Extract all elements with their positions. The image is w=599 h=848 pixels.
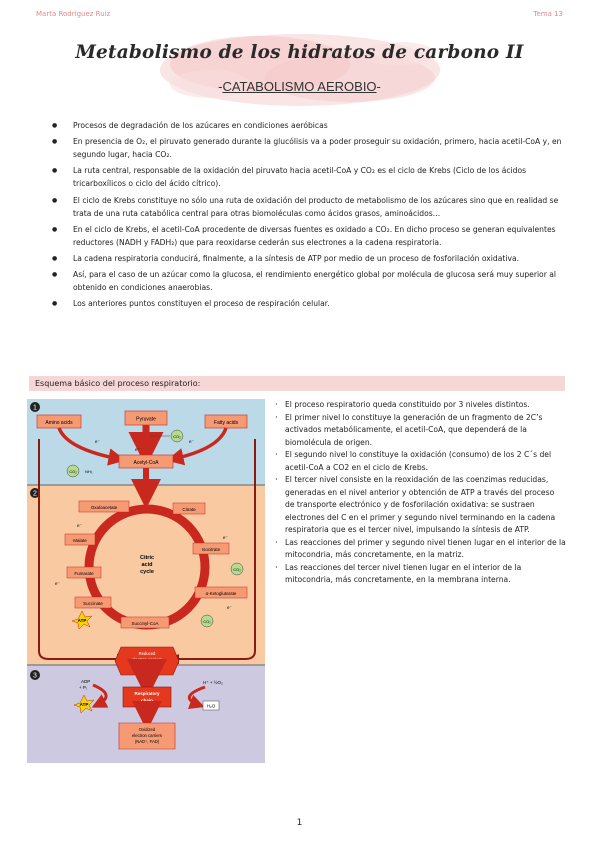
cycle-label-1: Citric [139, 555, 155, 561]
fatty-acids-label: Fatty acids [213, 420, 239, 426]
stage-marker-1-text: 1 [33, 404, 37, 412]
co2-label-isocitrate: CO₂ [233, 567, 241, 572]
reduced-label-3: (NADH, FADH₂) [132, 663, 162, 668]
page-number: 1 [296, 818, 303, 828]
resp-chain-label-1: Respiratory [134, 691, 160, 696]
oxidized-label-2: electron carriers [131, 733, 163, 738]
cycle-label-3: cycle [140, 569, 154, 575]
bullet-item: ● Así, para el caso de un azúcar como la glucosa, el rendimiento energético global por molécula de glucosa será muy superior al obtenido en condiciones anaerobias. [38, 268, 562, 294]
acetyl-coa-label: Acetyl-CoA [133, 460, 159, 466]
description-item: · Las reacciones del tercer nivel tienen lugar en el interior de la mitocondria, más concretamente, en la membrana interna. [274, 562, 566, 587]
bullet-item: ● La ruta central, responsable de la oxidación del piruvato hacia acetil-CoA y CO₂ es el ciclo de Krebs (Ciclo de los ácidos tricarboxílicos o ciclo del ácido cítrico). [38, 164, 562, 190]
bullet-item: ● Procesos de degradación de los azúcares en condiciones aeróbicas [38, 119, 562, 132]
section-heading: Esquema básico del proceso respiratorio: [29, 376, 565, 391]
co2-label-succinyl: CO₂ [203, 619, 211, 624]
bullet-item: ● Los anteriores puntos constituyen el proceso de respiración celular. [38, 297, 562, 310]
oxidized-label-3: (NAD⁺, FAD) [134, 739, 160, 744]
e-label: e⁻ [55, 581, 60, 586]
stage-marker-3 [30, 670, 40, 680]
e-label: e⁻ [223, 535, 228, 540]
atp-label-chain: ATP [79, 702, 89, 707]
nh3-label: NH₃ [85, 469, 93, 474]
succinyl-coa-label: Succinyl-CoA [131, 621, 159, 626]
page-title: Metabolismo de los hidratos de carbono II [75, 42, 524, 63]
description-item: · Las reacciones del primer y segundo nivel tienen lugar en el interior de la mitocondria, más concretamente, en la matriz. [274, 537, 566, 562]
stage-marker-1 [30, 402, 40, 412]
e-label: e⁻ [189, 439, 194, 444]
citrate-label: Citrate [182, 507, 196, 512]
fumarate-label: Fumarate [74, 571, 94, 576]
description-item: · El primer nivel lo constituye la generación de un fragmento de 2C’s activados metabólicamente, el acetil-CoA, que dependerá de la biomolécula de origen. [274, 412, 566, 450]
header-topic: Tema 13 [533, 10, 563, 18]
oxaloacetate-label: Oxaloacetate [90, 505, 118, 510]
pi-label: + Pᵢ [79, 685, 87, 690]
description-list [274, 399, 566, 587]
respiratory-chain-box [123, 687, 171, 707]
malate-label: Malate [73, 538, 87, 543]
watercolor-splash [150, 24, 450, 116]
co2-label-left: CO₂ [69, 469, 77, 474]
page-subtitle: -CATABOLISMO AEROBIO- [218, 79, 381, 94]
stage-marker-3-text: 3 [33, 672, 37, 680]
bullet-list [38, 119, 562, 314]
bullet-item: ● En presencia de O₂, el piruvato generado durante la glucólisis va a poder proseguir su oxidación, primero, hacia acetil-CoA y, en segundo lugar, hacia CO₂. [38, 135, 562, 161]
co2-label-top: CO₂ [173, 434, 181, 439]
bullet-item: ● La cadena respiratoria conducirá, finalmente, a la síntesis de ATP por medio de un proceso de fosforilación oxidativa. [38, 252, 562, 265]
e-label: e⁻ [135, 447, 140, 452]
bullet-item: ● En el ciclo de Krebs, el acetil-CoA procedente de diversas fuentes es oxidado a CO₂. En dicho proceso se generan equivalentes reductores (NADH y FADH₂) que para reoxidarse cederán sus electrones a la cadena respiratoria. [38, 223, 562, 249]
e-label: e⁻ [95, 439, 100, 444]
e-label: e⁻ [77, 523, 82, 528]
pyruvate-label: Pyruvate [136, 416, 156, 423]
cycle-label-2: acid [141, 562, 153, 568]
stage-marker-2-text: 2 [33, 490, 37, 498]
header-author: Marta Rodríguez Ruiz [36, 10, 111, 18]
amino-acids-label: Amino acids [45, 420, 73, 426]
adp-label: ADP [81, 679, 91, 684]
bullet-item: ● El ciclo de Krebs constituye no sólo una ruta de oxidación del producto de metabolismo de los azúcares sino que en realidad se trata de una ruta catabólica central para otras biomoléculas como ácidos grasos, aminoácidos… [38, 194, 562, 220]
e-label: e⁻ [227, 605, 232, 610]
water-in-label: H⁺ + ½O₂ [203, 680, 223, 685]
atp-label-cycle: ATP [77, 618, 87, 623]
description-item: · El proceso respiratorio queda constituido por 3 niveles distintos. [274, 399, 566, 412]
alpha-ketoglutarate-label: α-Ketoglutarate [205, 591, 237, 596]
reduced-label-2: electron carriers [131, 657, 163, 662]
subtitle-text: CATABOLISMO AEROBIO [222, 79, 377, 94]
description-item: · El segundo nivel lo constituye la oxidación (consumo) de los 2 C´s del acetil-CoA a CO2 en el ciclo de Krebs. [274, 449, 566, 474]
reduced-label-1: Reduced [138, 651, 156, 656]
resp-chain-label-2: chain [141, 698, 153, 703]
description-item: · El tercer nivel consiste en la reoxidación de las coenzimas reducidas, generadas en el nivel anterior y obtención de ATP a través del proceso de transporte electrónico y de fosforilación oxidativa: se sustraen electrones del C en el primer y segundo nivel terminando en la cadena respiratoria que es el tercer nivel, impulsando la síntesis de ATP. [274, 474, 566, 537]
isocitrate-label: Isocitrate [201, 547, 221, 552]
respiration-diagram [27, 399, 265, 763]
succinate-label: Succinate [83, 601, 103, 606]
water-out-label: H₂O [206, 703, 216, 709]
oxidized-label-1: Oxidized [138, 727, 156, 732]
